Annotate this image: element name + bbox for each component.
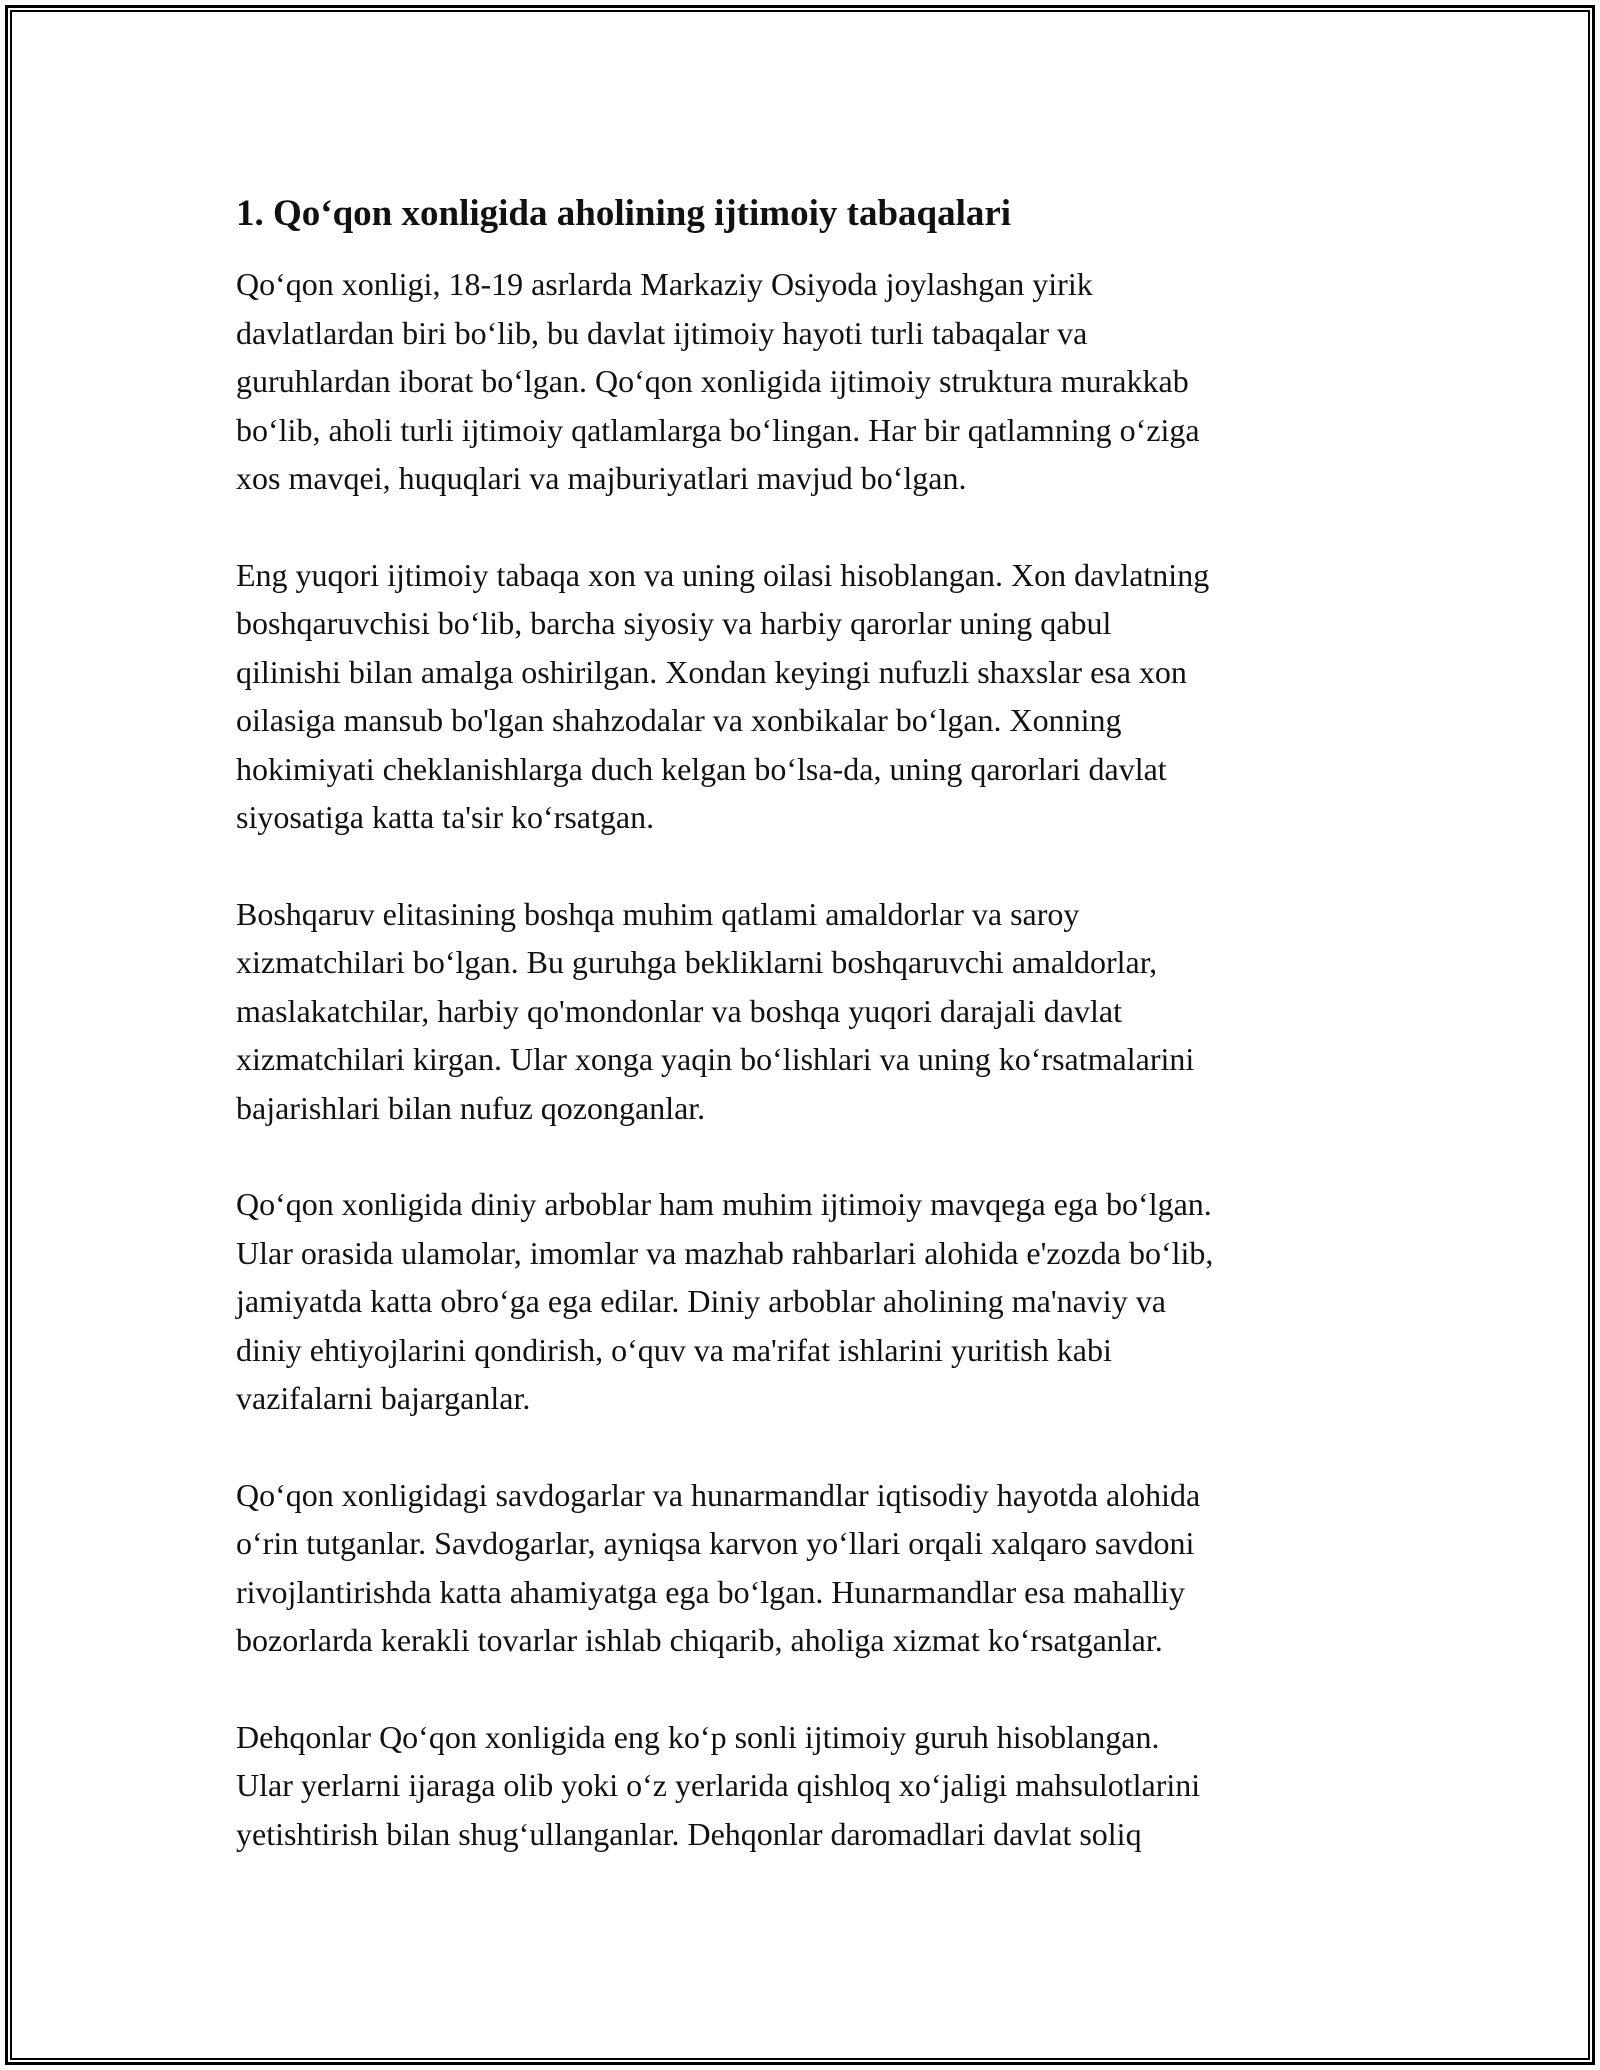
text-line: Dehqonlar Qo‘qon xonligida eng ko‘p sonli ijtimoiy guruh hisoblangan. bbox=[236, 1718, 1160, 1755]
text-line: hokimiyati cheklanishlarga duch kelgan bo‘lsa-da, uning qarorlari davlat bbox=[236, 750, 1167, 787]
text-line: Qo‘qon xonligi, 18-19 asrlarda Markaziy Osiyoda joylashgan yirik bbox=[236, 266, 1093, 302]
text-line: guruhlardan iborat bo‘lgan. Qo‘qon xonligida ijtimoiy struktura murakkab bbox=[236, 363, 1189, 399]
text-line: maslakatchilar, harbiy qo'mondonlar va boshqa yuqori darajali davlat bbox=[236, 992, 1122, 1029]
text-line: bozorlarda kerakli tovarlar ishlab chiqarib, aholiga xizmat ko‘rsatganlar. bbox=[236, 1622, 1163, 1658]
text-line: o‘rin tutganlar. Savdogarlar, ayniqsa karvon yo‘llari orqali xalqaro savdoni bbox=[236, 1525, 1195, 1561]
text-line: qilinishi bilan amalga oshirilgan. Xondan keyingi nufuzli shaxslar esa xon bbox=[236, 653, 1187, 690]
text-line: Ular yerlarni ijaraga olib yoki o‘z yerlarida qishloq xo‘jaligi mahsulotlarini bbox=[236, 1767, 1201, 1803]
text-line: yetishtirish bilan shug‘ullanganlar. Dehqonlar daromadlari davlat soliq bbox=[236, 1815, 1142, 1852]
text-line: boshqaruvchisi bo‘lib, barcha siyosiy va harbiy qarorlar uning qabul bbox=[236, 605, 1112, 641]
paragraph-2 bbox=[236, 551, 1386, 842]
text-line: diniy ehtiyojlarini qondirish, o‘quv va ma'rifat ishlarini yuritish kabi bbox=[236, 1331, 1112, 1368]
document-body bbox=[236, 188, 1386, 1906]
text-line: bajarishlari bilan nufuz qozonganlar. bbox=[236, 1089, 706, 1126]
text-line: Qo‘qon xonligida diniy arboblar ham muhim ijtimoiy mavqega ega bo‘lgan. bbox=[236, 1186, 1212, 1222]
paragraph-3 bbox=[236, 890, 1386, 1133]
paragraph-6 bbox=[236, 1713, 1386, 1859]
text-line: Eng yuqori ijtimoiy tabaqa xon va uning oilasi hisoblangan. Xon davlatning bbox=[236, 556, 1210, 593]
text-line: davlatlardan biri bo‘lib, bu davlat ijtimoiy hayoti turli tabaqalar va bbox=[236, 314, 1088, 351]
text-line: xizmatchilari bo‘lgan. Bu guruhga bekliklarni boshqaruvchi amaldorlar, bbox=[236, 944, 1158, 980]
text-line: Qo‘qon xonligidagi savdogarlar va hunarmandlar iqtisodiy hayotda alohida bbox=[236, 1476, 1201, 1513]
section-heading: 1. Qo‘qon xonligida aholining ijtimoiy tabaqalari bbox=[236, 193, 1012, 234]
text-line: xizmatchilari kirgan. Ular xonga yaqin bo‘lishlari va uning ko‘rsatmalarini bbox=[236, 1041, 1195, 1077]
text-line: siyosatiga katta ta'sir ko‘rsatgan. bbox=[236, 799, 655, 835]
text-line: Boshqaruv elitasining boshqa muhim qatlami amaldorlar va saroy bbox=[236, 895, 1080, 932]
text-line: bo‘lib, aholi turli ijtimoiy qatlamlarga bo‘lingan. Har bir qatlamning o‘ziga bbox=[236, 411, 1200, 448]
paragraph-1 bbox=[236, 260, 1386, 503]
paragraph-5 bbox=[236, 1471, 1386, 1665]
text-line: xos mavqei, huquqlari va majburiyatlari mavjud bo‘lgan. bbox=[236, 460, 967, 496]
text-line: rivojlantirishda katta ahamiyatga ega bo‘lgan. Hunarmandlar esa mahalliy bbox=[236, 1573, 1185, 1610]
text-line: oilasiga mansub bo'lgan shahzodalar va xonbikalar bo‘lgan. Xonning bbox=[236, 702, 1122, 738]
paragraph-4 bbox=[236, 1180, 1386, 1423]
text-line: vazifalarni bajarganlar. bbox=[236, 1380, 531, 1416]
text-line: Ular orasida ulamolar, imomlar va mazhab rahbarlari alohida e'zozda bo‘lib, bbox=[236, 1234, 1214, 1271]
text-line: jamiyatda katta obro‘ga ega edilar. Diniy arboblar aholining ma'naviy va bbox=[236, 1283, 1166, 1319]
